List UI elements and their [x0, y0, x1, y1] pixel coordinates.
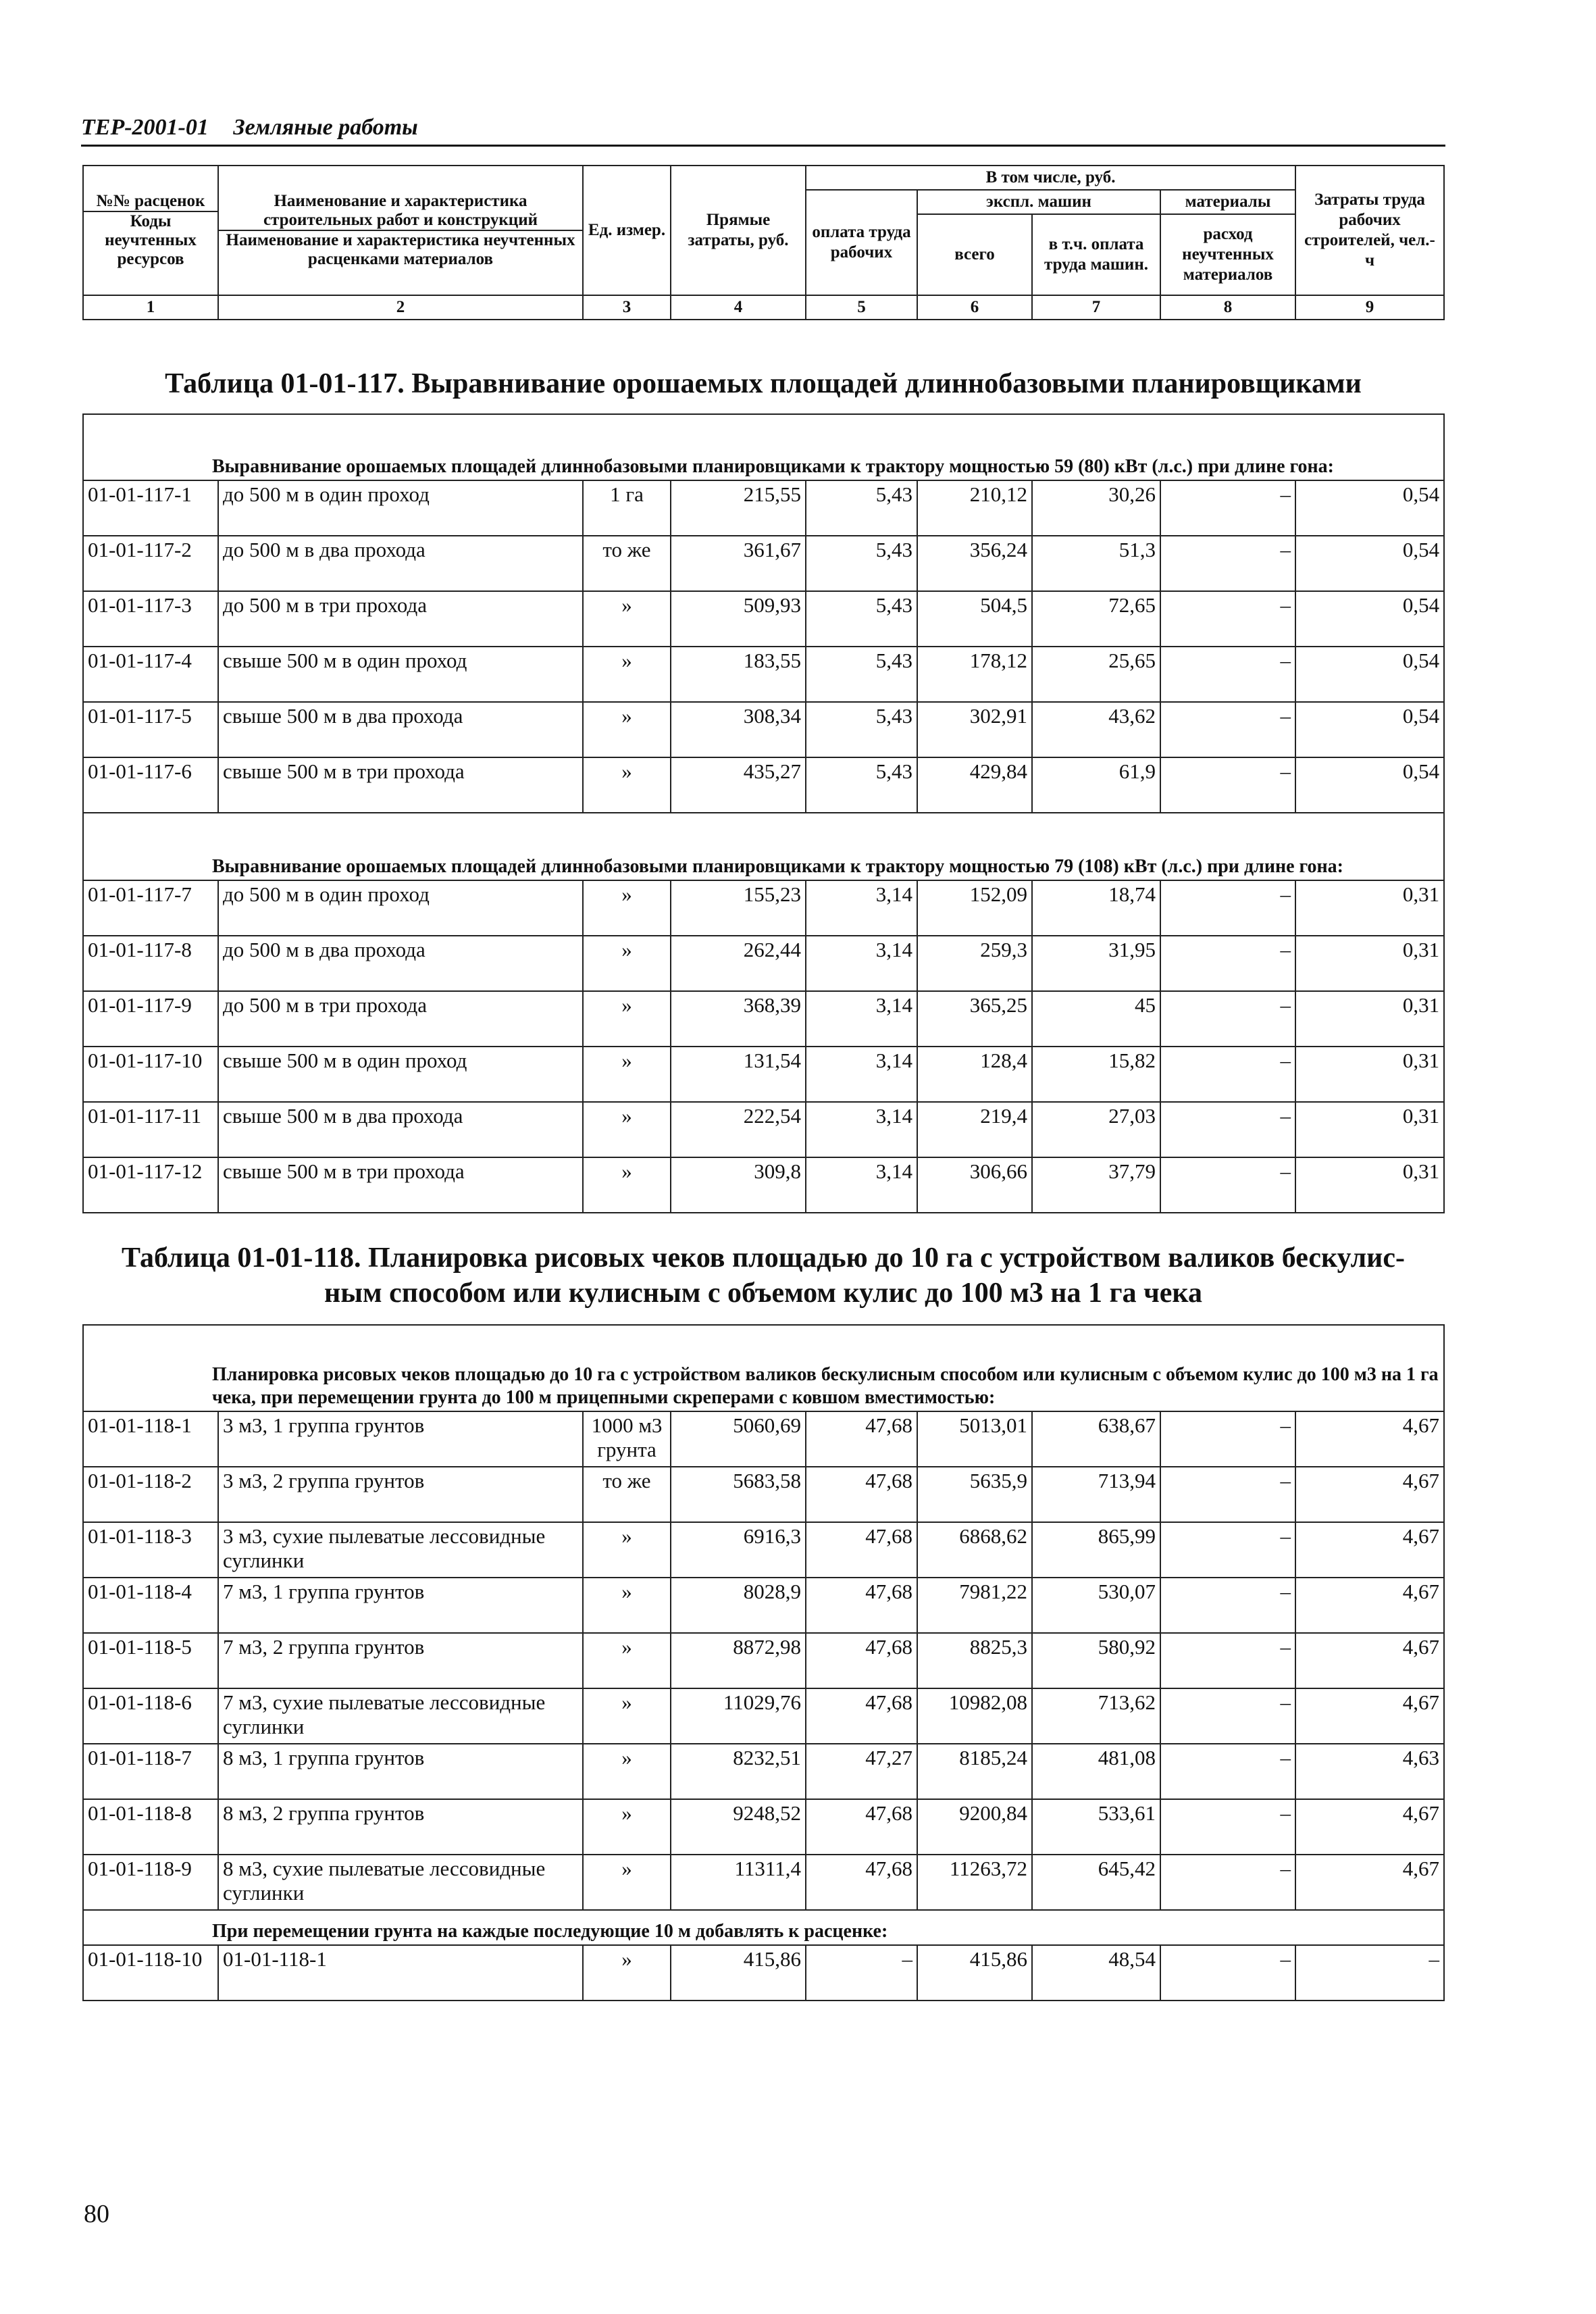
machine-cost: 6868,62 — [917, 1522, 1032, 1578]
rate-code: 01-01-118-2 — [83, 1467, 218, 1522]
table-row — [83, 1411, 1444, 1467]
unit: » — [583, 1102, 671, 1157]
rate-code: 01-01-117-4 — [83, 647, 218, 702]
labor-cost: 47,68 — [806, 1467, 917, 1522]
material-cost: – — [1160, 1102, 1295, 1157]
rate-code: 01-01-117-3 — [83, 591, 218, 647]
work-name: до 500 м в один проход — [218, 480, 583, 536]
labor-cost: 3,14 — [806, 936, 917, 991]
section-heading: Выравнивание орошаемых площадей длиннобазовыми планировщиками к трактору мощностью 79 (108) кВт (л.с.) при длине гона: — [83, 813, 1444, 880]
machine-cost: 259,3 — [917, 936, 1032, 991]
machine-labor-cost: 43,62 — [1032, 702, 1160, 757]
header-labor: оплата труда рабочих — [806, 190, 917, 295]
machine-labor-cost: 18,74 — [1032, 880, 1160, 936]
labor-cost: – — [806, 1945, 917, 2001]
work-name: до 500 м в три прохода — [218, 991, 583, 1047]
machine-labor-cost: 48,54 — [1032, 1945, 1160, 2001]
unit: » — [583, 936, 671, 991]
machine-cost: 415,86 — [917, 1945, 1032, 2001]
direct-cost: 215,55 — [671, 480, 806, 536]
work-name: 7 м3, 2 группа грунтов — [218, 1633, 583, 1688]
table-118-title — [81, 1240, 1445, 1311]
running-head-code: ТЕР-2001-01 — [81, 115, 209, 140]
header-mach-labor: в т.ч. оплата труда машин. — [1032, 214, 1160, 295]
table-row — [83, 1522, 1444, 1578]
unit: » — [583, 1744, 671, 1799]
labor-hours: 0,31 — [1295, 1102, 1444, 1157]
column-header-table — [82, 165, 1445, 320]
unit: » — [583, 1633, 671, 1688]
material-cost: – — [1160, 1633, 1295, 1688]
rate-code: 01-01-117-5 — [83, 702, 218, 757]
machine-labor-cost: 645,42 — [1032, 1855, 1160, 1910]
labor-hours: 0,31 — [1295, 991, 1444, 1047]
table-row — [83, 757, 1444, 813]
labor-cost: 3,14 — [806, 1102, 917, 1157]
unit: то же — [583, 536, 671, 591]
header-codes — [83, 166, 218, 295]
machine-cost: 9200,84 — [917, 1799, 1032, 1855]
direct-cost: 222,54 — [671, 1102, 806, 1157]
material-cost: – — [1160, 1157, 1295, 1213]
material-cost: – — [1160, 936, 1295, 991]
direct-cost: 11311,4 — [671, 1855, 806, 1910]
labor-cost: 47,68 — [806, 1578, 917, 1633]
header-rule — [81, 145, 1445, 147]
machine-cost: 8825,3 — [917, 1633, 1032, 1688]
table-117 — [82, 413, 1445, 1213]
labor-cost: 5,43 — [806, 591, 917, 647]
machine-cost: 152,09 — [917, 880, 1032, 936]
labor-hours: 4,67 — [1295, 1411, 1444, 1467]
rate-code: 01-01-117-12 — [83, 1157, 218, 1213]
labor-cost: 47,68 — [806, 1688, 917, 1744]
machine-cost: 210,12 — [917, 480, 1032, 536]
table-row — [83, 591, 1444, 647]
header-materials: материалы — [1160, 190, 1295, 214]
section-heading-row — [83, 1910, 1444, 1945]
work-name: 8 м3, сухие пылеватые лессовидные суглинки — [218, 1855, 583, 1910]
work-name: 8 м3, 2 группа грунтов — [218, 1799, 583, 1855]
labor-cost: 5,43 — [806, 702, 917, 757]
table-row — [83, 702, 1444, 757]
unit: 1 га — [583, 480, 671, 536]
labor-cost: 3,14 — [806, 991, 917, 1047]
rate-code: 01-01-118-3 — [83, 1522, 218, 1578]
rate-code: 01-01-117-1 — [83, 480, 218, 536]
machine-labor-cost: 45 — [1032, 991, 1160, 1047]
rate-code: 01-01-117-2 — [83, 536, 218, 591]
labor-cost: 5,43 — [806, 757, 917, 813]
section-heading-row — [83, 414, 1444, 480]
machine-labor-cost: 533,61 — [1032, 1799, 1160, 1855]
unit: » — [583, 1047, 671, 1102]
table-row — [83, 1157, 1444, 1213]
unit: » — [583, 1688, 671, 1744]
labor-hours: 0,31 — [1295, 1047, 1444, 1102]
rate-code: 01-01-117-8 — [83, 936, 218, 991]
section-heading: При перемещении грунта на каждые последующие 10 м добавлять к расценке: — [83, 1910, 1444, 1945]
material-cost: – — [1160, 1688, 1295, 1744]
machine-cost: 128,4 — [917, 1047, 1032, 1102]
unit: » — [583, 591, 671, 647]
direct-cost: 6916,3 — [671, 1522, 806, 1578]
direct-cost: 8872,98 — [671, 1633, 806, 1688]
material-cost: – — [1160, 1744, 1295, 1799]
unit: то же — [583, 1467, 671, 1522]
machine-labor-cost: 530,07 — [1032, 1578, 1160, 1633]
section-heading-row — [83, 813, 1444, 880]
machine-cost: 7981,22 — [917, 1578, 1032, 1633]
machine-cost: 8185,24 — [917, 1744, 1032, 1799]
rate-code: 01-01-117-9 — [83, 991, 218, 1047]
direct-cost: 8028,9 — [671, 1578, 806, 1633]
unit: 1000 м3 грунта — [583, 1411, 671, 1467]
header-hours: Затраты труда рабочих строителей, чел.-ч — [1295, 166, 1444, 295]
labor-hours: 4,67 — [1295, 1855, 1444, 1910]
labor-cost: 47,27 — [806, 1744, 917, 1799]
direct-cost: 155,23 — [671, 880, 806, 936]
labor-hours: 4,67 — [1295, 1688, 1444, 1744]
machine-cost: 356,24 — [917, 536, 1032, 591]
col-number: 5 — [806, 295, 917, 320]
labor-hours: 4,67 — [1295, 1799, 1444, 1855]
rate-code: 01-01-118-5 — [83, 1633, 218, 1688]
labor-cost: 47,68 — [806, 1411, 917, 1467]
table-row — [83, 1467, 1444, 1522]
direct-cost: 415,86 — [671, 1945, 806, 2001]
unit: » — [583, 702, 671, 757]
labor-cost: 5,43 — [806, 647, 917, 702]
material-cost: – — [1160, 1578, 1295, 1633]
direct-cost: 131,54 — [671, 1047, 806, 1102]
machine-cost: 5635,9 — [917, 1467, 1032, 1522]
machine-labor-cost: 713,94 — [1032, 1467, 1160, 1522]
machine-cost: 504,5 — [917, 591, 1032, 647]
work-name: 3 м3, сухие пылеватые лессовидные суглинки — [218, 1522, 583, 1578]
running-head-title: Земляные работы — [233, 115, 418, 140]
work-name: свыше 500 м в один проход — [218, 1047, 583, 1102]
material-cost: – — [1160, 991, 1295, 1047]
machine-cost: 5013,01 — [917, 1411, 1032, 1467]
table-118 — [82, 1324, 1445, 2001]
table-row — [83, 647, 1444, 702]
work-name: 7 м3, 1 группа грунтов — [218, 1578, 583, 1633]
header-col2-bottom: Наименование и характеристика неучтенных расценками материалов — [226, 231, 575, 268]
machine-labor-cost: 481,08 — [1032, 1744, 1160, 1799]
page-number: 80 — [84, 2200, 109, 2228]
rate-code: 01-01-118-4 — [83, 1578, 218, 1633]
material-cost: – — [1160, 1411, 1295, 1467]
work-name: 3 м3, 2 группа грунтов — [218, 1467, 583, 1522]
labor-hours: 0,54 — [1295, 757, 1444, 813]
unit: » — [583, 1855, 671, 1910]
machine-labor-cost: 31,95 — [1032, 936, 1160, 991]
running-head — [81, 115, 418, 141]
material-cost: – — [1160, 757, 1295, 813]
unit: » — [583, 1945, 671, 2001]
header-mat-use: расход неучтенных материалов — [1160, 214, 1295, 295]
work-name: до 500 м в три прохода — [218, 591, 583, 647]
labor-hours: 0,31 — [1295, 936, 1444, 991]
work-name: 8 м3, 1 группа грунтов — [218, 1744, 583, 1799]
table-row — [83, 1945, 1444, 2001]
table-row — [83, 1855, 1444, 1910]
machine-cost: 10982,08 — [917, 1688, 1032, 1744]
material-cost: – — [1160, 480, 1295, 536]
material-cost: – — [1160, 1855, 1295, 1910]
machine-cost: 11263,72 — [917, 1855, 1032, 1910]
material-cost: – — [1160, 536, 1295, 591]
material-cost: – — [1160, 1047, 1295, 1102]
col-number: 3 — [583, 295, 671, 320]
table-row — [83, 1633, 1444, 1688]
machine-cost: 178,12 — [917, 647, 1032, 702]
unit: » — [583, 757, 671, 813]
header-col1-top: №№ расценок — [96, 192, 205, 210]
labor-cost: 3,14 — [806, 1047, 917, 1102]
labor-hours: 4,67 — [1295, 1633, 1444, 1688]
table-row — [83, 991, 1444, 1047]
table-118-title-line1: Таблица 01-01-118. Планировка рисовых чеков площадью до 10 га с устройством валиков бескулис- — [121, 1242, 1405, 1274]
machine-labor-cost: 713,62 — [1032, 1688, 1160, 1744]
rate-code: 01-01-117-10 — [83, 1047, 218, 1102]
labor-hours: 0,54 — [1295, 536, 1444, 591]
machine-labor-cost: 37,79 — [1032, 1157, 1160, 1213]
col-number: 9 — [1295, 295, 1444, 320]
table-row — [83, 936, 1444, 991]
machine-labor-cost: 15,82 — [1032, 1047, 1160, 1102]
unit: » — [583, 880, 671, 936]
labor-hours: 0,54 — [1295, 702, 1444, 757]
table-row — [83, 1688, 1444, 1744]
header-machines: экспл. машин — [917, 190, 1160, 214]
work-name: 3 м3, 1 группа грунтов — [218, 1411, 583, 1467]
rate-code: 01-01-118-7 — [83, 1744, 218, 1799]
direct-cost: 435,27 — [671, 757, 806, 813]
rate-code: 01-01-118-9 — [83, 1855, 218, 1910]
direct-cost: 262,44 — [671, 936, 806, 991]
labor-hours: 0,31 — [1295, 1157, 1444, 1213]
work-name: 01-01-118-1 — [218, 1945, 583, 2001]
machine-labor-cost: 25,65 — [1032, 647, 1160, 702]
material-cost: – — [1160, 591, 1295, 647]
rate-code: 01-01-117-11 — [83, 1102, 218, 1157]
labor-hours: 4,63 — [1295, 1744, 1444, 1799]
labor-hours: 4,67 — [1295, 1578, 1444, 1633]
labor-cost: 5,43 — [806, 536, 917, 591]
table-row — [83, 536, 1444, 591]
work-name: до 500 м в два прохода — [218, 536, 583, 591]
direct-cost: 308,34 — [671, 702, 806, 757]
direct-cost: 509,93 — [671, 591, 806, 647]
table-117-title: Таблица 01-01-117. Выравнивание орошаемых площадей длиннобазовыми планировщиками — [165, 368, 1362, 399]
direct-cost: 361,67 — [671, 536, 806, 591]
unit: » — [583, 1799, 671, 1855]
col-number: 4 — [671, 295, 806, 320]
machine-labor-cost: 865,99 — [1032, 1522, 1160, 1578]
machine-labor-cost: 51,3 — [1032, 536, 1160, 591]
unit: » — [583, 1522, 671, 1578]
section-heading-row — [83, 1325, 1444, 1411]
labor-hours: – — [1295, 1945, 1444, 2001]
header-direct: Прямые затраты, руб. — [671, 166, 806, 295]
header-col1-bottom: Коды неучтенных ресурсов — [105, 212, 197, 268]
material-cost: – — [1160, 702, 1295, 757]
col-number: 1 — [83, 295, 218, 320]
labor-hours: 4,67 — [1295, 1467, 1444, 1522]
machine-labor-cost: 72,65 — [1032, 591, 1160, 647]
material-cost: – — [1160, 647, 1295, 702]
col-number: 7 — [1032, 295, 1160, 320]
direct-cost: 9248,52 — [671, 1799, 806, 1855]
unit: » — [583, 1157, 671, 1213]
table-row — [83, 1102, 1444, 1157]
labor-hours: 4,67 — [1295, 1522, 1444, 1578]
direct-cost: 309,8 — [671, 1157, 806, 1213]
unit: » — [583, 647, 671, 702]
labor-cost: 5,43 — [806, 480, 917, 536]
machine-cost: 302,91 — [917, 702, 1032, 757]
work-name: до 500 м в один проход — [218, 880, 583, 936]
direct-cost: 8232,51 — [671, 1744, 806, 1799]
labor-hours: 0,31 — [1295, 880, 1444, 936]
material-cost: – — [1160, 1522, 1295, 1578]
table-row — [83, 1578, 1444, 1633]
col-number: 6 — [917, 295, 1032, 320]
machine-labor-cost: 61,9 — [1032, 757, 1160, 813]
unit: » — [583, 991, 671, 1047]
direct-cost: 183,55 — [671, 647, 806, 702]
labor-hours: 0,54 — [1295, 480, 1444, 536]
labor-cost: 47,68 — [806, 1799, 917, 1855]
material-cost: – — [1160, 1945, 1295, 2001]
work-name: свыше 500 м в три прохода — [218, 757, 583, 813]
section-heading: Выравнивание орошаемых площадей длиннобазовыми планировщиками к трактору мощностью 59 (80) кВт (л.с.) при длине гона: — [83, 414, 1444, 480]
work-name: свыше 500 м в три прохода — [218, 1157, 583, 1213]
rate-code: 01-01-118-6 — [83, 1688, 218, 1744]
header-names — [218, 166, 583, 295]
labor-cost: 3,14 — [806, 1157, 917, 1213]
header-mach-total: всего — [917, 214, 1032, 295]
labor-cost: 47,68 — [806, 1855, 917, 1910]
work-name: свыше 500 м в два прохода — [218, 702, 583, 757]
rate-code: 01-01-117-7 — [83, 880, 218, 936]
header-col2-top: Наименование и характеристика строительных работ и конструкций — [263, 192, 538, 229]
rate-code: 01-01-118-10 — [83, 1945, 218, 2001]
labor-hours: 0,54 — [1295, 591, 1444, 647]
material-cost: – — [1160, 880, 1295, 936]
table-row — [83, 1744, 1444, 1799]
rate-code: 01-01-118-1 — [83, 1411, 218, 1467]
unit: » — [583, 1578, 671, 1633]
machine-labor-cost: 27,03 — [1032, 1102, 1160, 1157]
machine-labor-cost: 638,67 — [1032, 1411, 1160, 1467]
direct-cost: 11029,76 — [671, 1688, 806, 1744]
direct-cost: 5683,58 — [671, 1467, 806, 1522]
work-name: свыше 500 м в два прохода — [218, 1102, 583, 1157]
direct-cost: 5060,69 — [671, 1411, 806, 1467]
machine-cost: 219,4 — [917, 1102, 1032, 1157]
rate-code: 01-01-117-6 — [83, 757, 218, 813]
labor-hours: 0,54 — [1295, 647, 1444, 702]
material-cost: – — [1160, 1799, 1295, 1855]
material-cost: – — [1160, 1467, 1295, 1522]
work-name: свыше 500 м в один проход — [218, 647, 583, 702]
labor-cost: 47,68 — [806, 1522, 917, 1578]
labor-cost: 47,68 — [806, 1633, 917, 1688]
machine-labor-cost: 580,92 — [1032, 1633, 1160, 1688]
section-heading: Планировка рисовых чеков площадью до 10 га с устройством валиков бескулисным способом или кулисным с объемом кулис до 100 м3 на 1 га чека, при перемещении грунта до 100 м прицепными скреперами с ковшом вместимостью: — [83, 1325, 1444, 1411]
col-number: 2 — [218, 295, 583, 320]
header-unit: Ед. измер. — [583, 166, 671, 295]
rate-code: 01-01-118-8 — [83, 1799, 218, 1855]
machine-cost: 365,25 — [917, 991, 1032, 1047]
col-number: 8 — [1160, 295, 1295, 320]
table-row — [83, 880, 1444, 936]
table-row — [83, 1799, 1444, 1855]
machine-cost: 429,84 — [917, 757, 1032, 813]
machine-labor-cost: 30,26 — [1032, 480, 1160, 536]
labor-cost: 3,14 — [806, 880, 917, 936]
table-118-title-line2: ным способом или кулисным с объемом кулис до 100 м3 на 1 га чека — [324, 1278, 1202, 1309]
direct-cost: 368,39 — [671, 991, 806, 1047]
table-row — [83, 480, 1444, 536]
table-row — [83, 1047, 1444, 1102]
machine-cost: 306,66 — [917, 1157, 1032, 1213]
work-name: 7 м3, сухие пылеватые лессовидные суглинки — [218, 1688, 583, 1744]
header-group: В том числе, руб. — [806, 166, 1295, 190]
work-name: до 500 м в два прохода — [218, 936, 583, 991]
